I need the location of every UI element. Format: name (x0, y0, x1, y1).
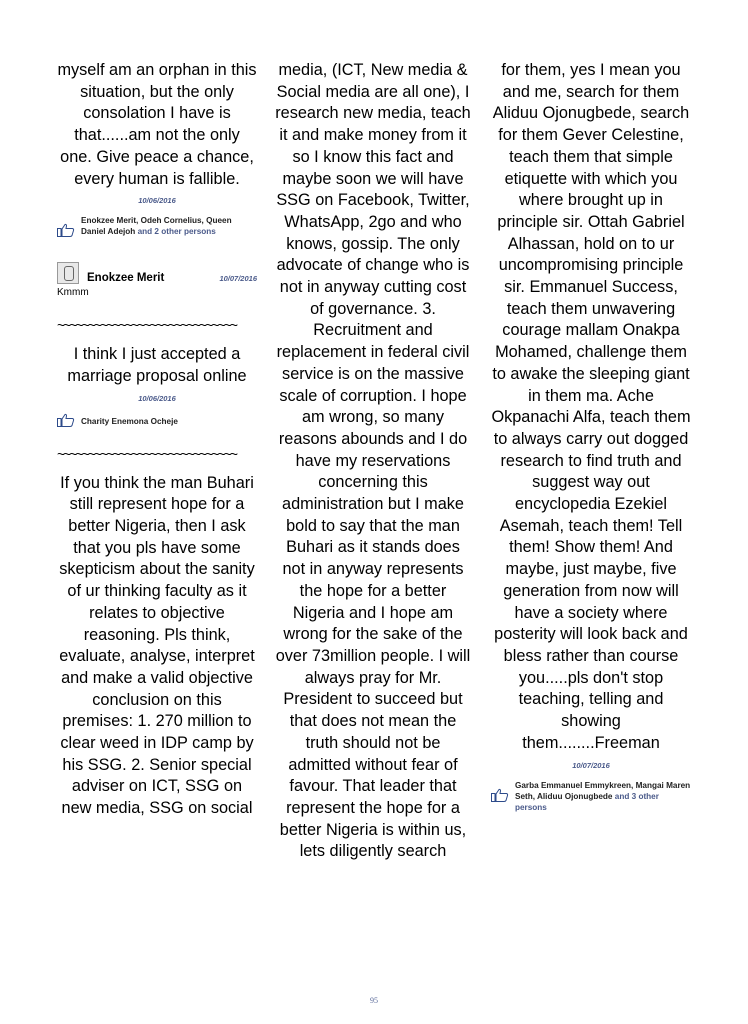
column-middle (275, 60, 471, 863)
post-text: I think I just accepted a marriage proposal online (67, 345, 247, 385)
comment-author: Enokzee Merit (87, 272, 165, 285)
post-text: If you think the man Buhari still represent hope for a better Nigeria, then I ask that you pls have some skepticism about the sanity of ur thinking faculty as it relates to objective reasoning. Pls think, evaluate, analyse, interpret and make a valid objective conclusion on this premises: 1. 270 million to clear weed in IDP camp by his SSG. 2. Senior special adviser on ICT, SSG on new media, SSG on social (59, 473, 255, 818)
page-number: 95 (370, 996, 378, 1005)
column-left (57, 60, 257, 820)
post-text-continued: for them, yes I mean you and me, search for them Aliduu Ojonugbede, search for them Gever Celestine, teach them that simple etiquette with which you where brought up in principle sir. Ottah Gabriel Alhassan, hold on to ur uncompromising principle sir. Emmanuel Success, teach them unwavering courage mallam Onakpa Mohamed, challenge them to awake the sleeping giant in them ma. Ache Okpanachi Alfa, teach them to always carry out dogged research to find truth and suggest way out encyclopedia Ezekiel Asemah, teach them! Tell them! Show them! And maybe, just maybe, five generation from now will have a society where posterity will look back and bless rather than course you.....pls don't stop teaching, telling and showing them........Freeman (491, 61, 691, 752)
post-date: 10/06/2016 (138, 393, 176, 403)
thumbs-up-icon (491, 788, 509, 802)
comment-text: Kmmm (57, 287, 89, 299)
likes-more-link[interactable]: and 3 other persons (515, 791, 659, 812)
post-text: myself am an orphan in this situation, but the only consolation I have is that......am not the only one. Give peace a chance, every human is fallible. (57, 61, 257, 188)
avatar (57, 262, 79, 284)
likes-row (491, 780, 691, 813)
post-date: 10/07/2016 (572, 760, 610, 770)
likes-names: Charity Enemona Ocheje (81, 416, 178, 426)
divider: ~~~~~~~~~~~~~~~~~~~~~~~~~~~~~ (57, 318, 237, 333)
likes-more-link[interactable]: and 2 other persons (137, 227, 216, 237)
post-date: 10/06/2016 (138, 196, 176, 206)
comment (57, 261, 257, 298)
divider: ~~~~~~~~~~~~~~~~~~~~~~~~~~~~~ (57, 446, 237, 461)
post-text-continued: media, (ICT, New media & Social media are all one), I research new media, teach it and make money from it so I know this fact and maybe soon we will have SSG on Facebook, Twitter, WhatsApp, 2go and who knows, gossip. The only advocate of change who is not in anyway cutting cost of governance. 3. Recruitment and replacement in federal civil service is on the massive scale of corruption. I hope am wrong, so many reasons abounds and I do have my reservations concerning this administration but I make bold to say that the man Buhari as it stands does not in anyway represents the hope for a better Nigeria and I hope am wrong for the sake of the over 73million people. I will always pray for Mr. President to succeed but that does not mean the truth should not be admitted without fear of favour. That leader that represent the hope for a better Nigeria is within us, lets diligently search (275, 61, 471, 861)
likes-names: Enokzee Merit, Odeh Cornelius, Queen Daniel Adejoh (81, 216, 232, 237)
column-right (491, 60, 691, 813)
thumbs-up-icon (57, 223, 75, 237)
likes-row (57, 215, 257, 237)
likes-row (57, 413, 257, 427)
comment-date: 10/07/2016 (219, 273, 257, 283)
likes-names: Garba Emmanuel Emmykreen, Mangai Maren Seth, Aliduu Ojonugbede (515, 780, 691, 801)
thumbs-up-icon (57, 413, 75, 427)
